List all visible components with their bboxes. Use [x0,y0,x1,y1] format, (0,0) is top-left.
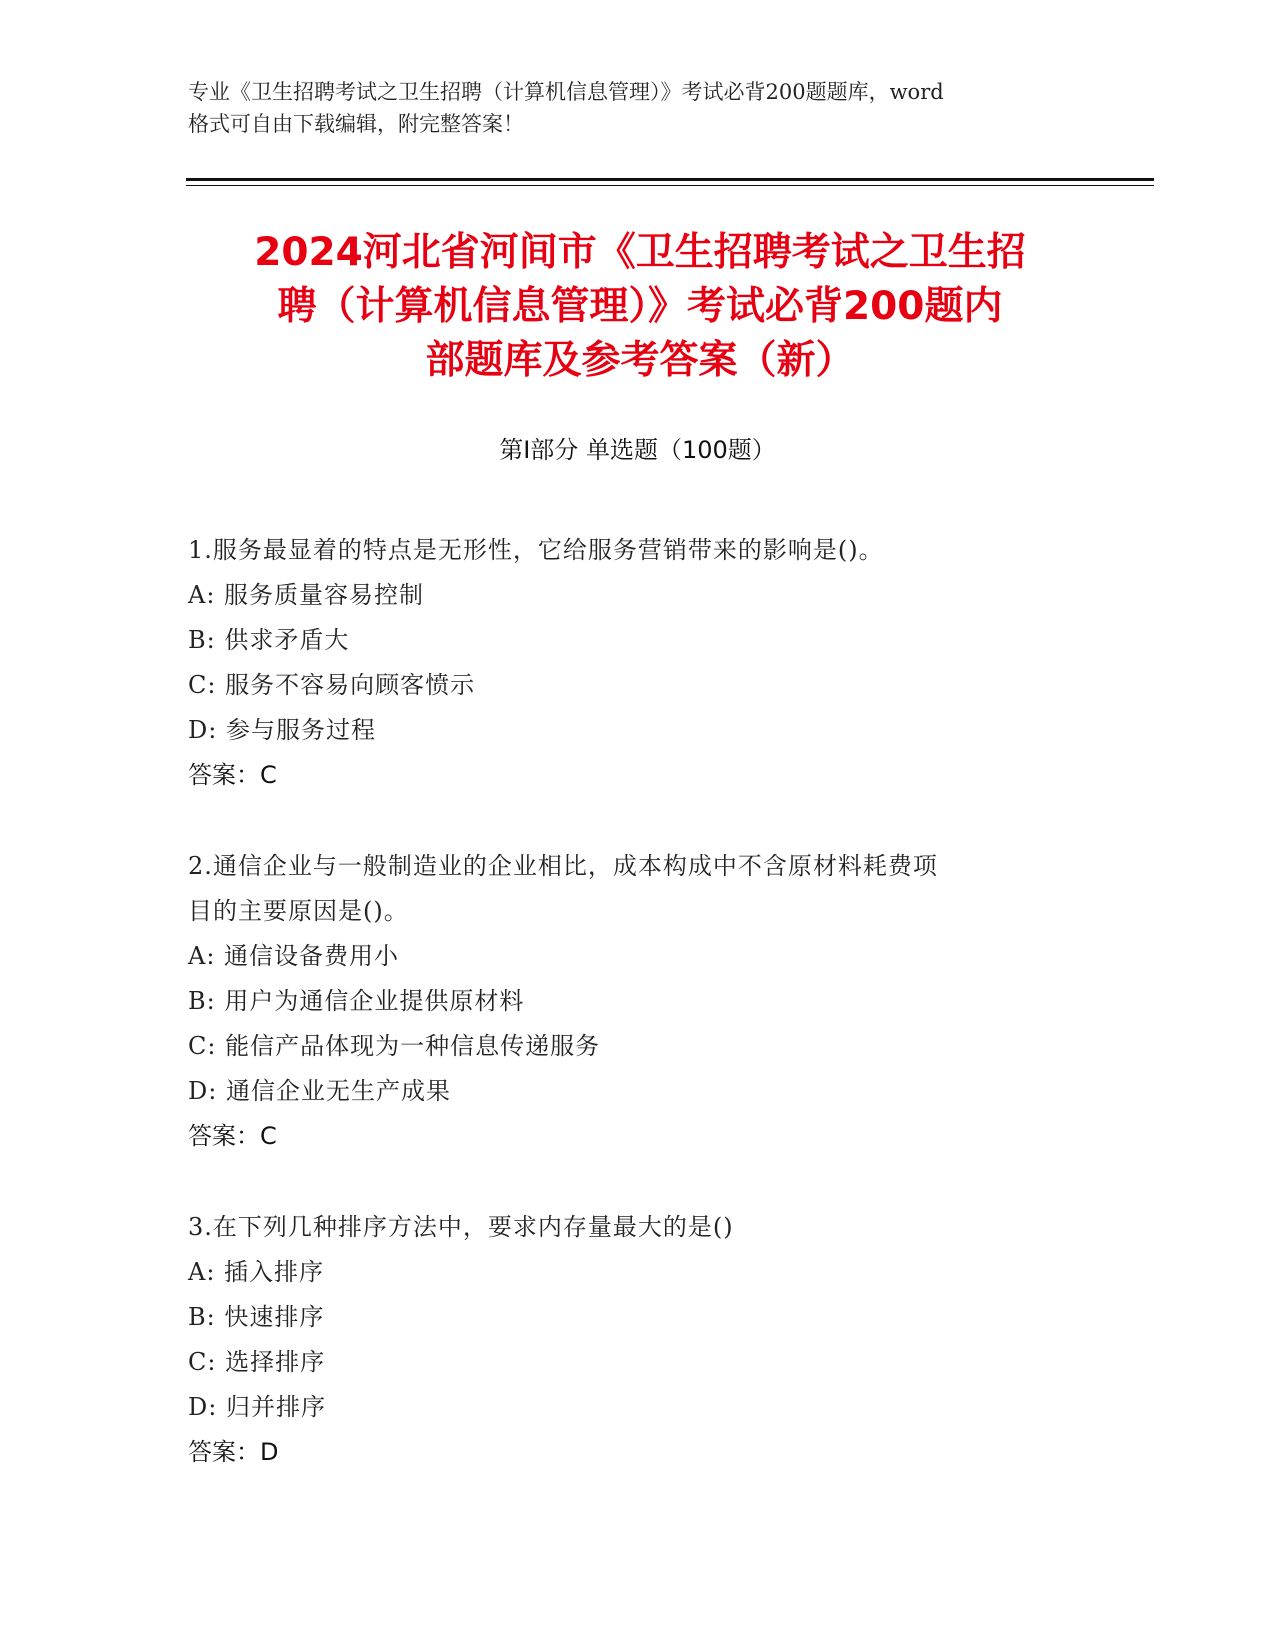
title-line-2: 聘（计算机信息管理）》考试必背200题内 [277,284,1003,329]
answer: 答案：D [188,1438,279,1466]
question-2 [188,844,1088,1159]
title-line-1: 2024河北省河间市《卫生招聘考试之卫生招 [254,230,1026,275]
option-a: A: 服务质量容易控制 [188,581,425,609]
option-b: B: 供求矛盾大 [188,626,350,654]
title-line-3: 部题库及参考答案（新） [425,338,855,383]
option-b: B: 快速排序 [188,1303,325,1331]
option-c: C: 能信产品体现为一种信息传递服务 [188,1032,601,1060]
answer: 答案：C [188,1122,277,1150]
question-stem: 3.在下列几种排序方法中，要求内存量最大的是() [188,1213,734,1241]
option-d: D: 归并排序 [188,1393,326,1421]
header-note: 专业《卫生招聘考试之卫生招聘（计算机信息管理）》考试必背200题题库，word 格式可自由下载编辑，附完整答案！ [188,80,944,136]
option-c: C: 服务不容易向顾客愤示 [188,671,476,699]
option-d: D: 通信企业无生产成果 [188,1077,451,1105]
section-title: 第Ⅰ部分 单选题（100题） [499,436,776,464]
header-rule-thin [186,185,1154,186]
question-3 [188,1205,1088,1475]
question-stem: 2.通信企业与一般制造业的企业相比，成本构成中不含原材料耗费项 目的主要原因是()。 [188,852,938,925]
answer: 答案：C [188,761,277,789]
option-d: D: 参与服务过程 [188,716,376,744]
option-a: A: 通信设备费用小 [188,942,400,970]
option-a: A: 插入排序 [188,1258,325,1286]
header-rule-thick [186,178,1154,181]
question-1 [188,528,1088,798]
document-title [160,226,1120,388]
option-c: C: 选择排序 [188,1348,326,1376]
question-list [188,528,1088,1521]
question-stem: 1.服务最显着的特点是无形性，它给服务营销带来的影响是()。 [188,536,884,564]
option-b: B: 用户为通信企业提供原材料 [188,987,525,1015]
